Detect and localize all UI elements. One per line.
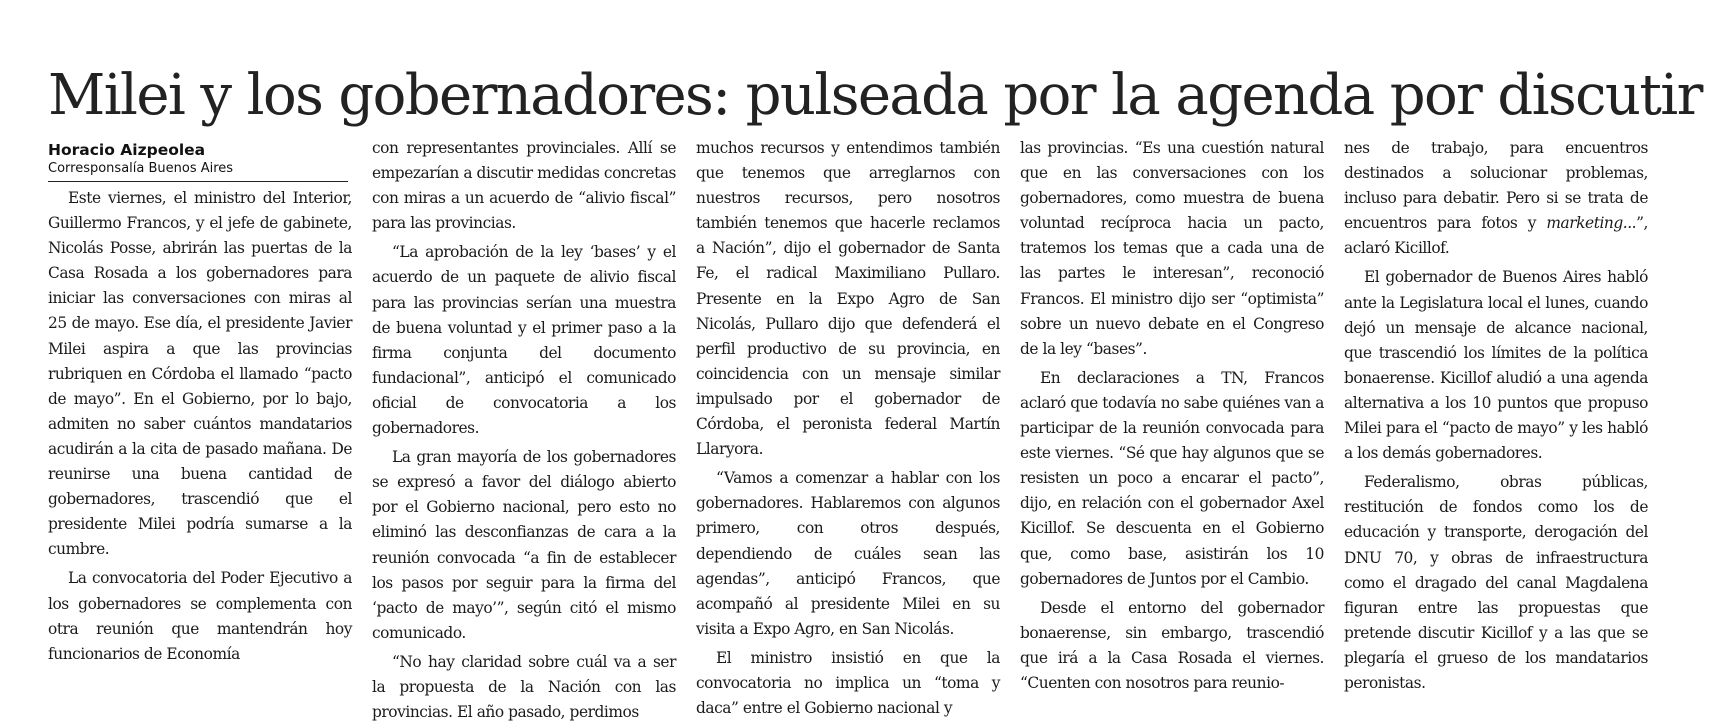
- author-name: Horacio Aizpeolea: [48, 141, 206, 159]
- paragraph-text: ”, aclaró Kicillof.: [1344, 214, 1648, 258]
- paragraph: [1344, 136, 1648, 261]
- paragraph: “No hay claridad sobre cuál va a ser la propuesta de la Nación con las provincias. El año pasado, perdimos: [372, 652, 676, 722]
- paragraph-text: nes de trabajo, para encuentros destinados a solucionar problemas, incluso para debatir. Pero si se trata de encuentros para fotos y: [1344, 139, 1648, 233]
- article-column-2: [372, 136, 676, 725]
- article-column-4: [1020, 136, 1324, 696]
- paragraph: El ministro insistió en que la convocatoria no implica un “toma y daca” entre el Gobierno nacional y: [696, 648, 1000, 718]
- paragraph: El gobernador de Buenos Aires habló ante la Legislatura local el lunes, cuando dejó un mensaje de alcance nacional, que trascendió los límites de la política bonaerense. Kicillof aludió a una agenda alternativa a los 10 puntos que propuso Milei para el “pacto de mayo” y les habló a los demás gobernadores.: [1344, 268, 1648, 463]
- paragraph: La gran mayoría de los gobernadores se expresó a favor del diálogo abierto por el Gobierno nacional, pero esto no eliminó las desconfianzas de cara a la reunión convocada “a fin de establecer los pasos por seguir para la firma del ‘pacto de mayo’”, según citó el mismo comunicado.: [372, 448, 676, 642]
- paragraph: Este viernes, el ministro del Interior, Guillermo Francos, y el jefe de gabinete, Nicolás Posse, abrirán las puertas de la Casa Rosada a los gobernadores para iniciar las conversaciones con miras al 25 de mayo. Ese día, el presidente Javier Milei aspira a que las provincias rubriquen en Córdoba el llamado “pacto de mayo”. En el Gobierno, por lo bajo, admiten no saber cuántos mandatarios acudirán a la cita de pasado mañana. De reunirse una buena cantidad de gobernadores, trascendió que el presidente Milei podría sumarse a la cumbre.: [48, 189, 352, 559]
- paragraph: Desde el entorno del gobernador bonaerense, sin embargo, trascendió que irá a la Casa Rosada el viernes. “Cuenten con nosotros para reunio-: [1020, 598, 1324, 692]
- paragraph-italic-text: marketing...: [1546, 214, 1637, 233]
- paragraph: “La aprobación de la ley ‘bases’ y el acuerdo de un paquete de alivio fiscal para las provincias serían una muestra de buena voluntad y el primer paso a la firma conjunta del documento fundacional”, anticipó el comunicado oficial de convocatoria a los gobernadores.: [372, 243, 676, 438]
- paragraph: con representantes provinciales. Allí se empezarían a discutir medidas concretas con miras a un acuerdo de “alivio fiscal” para las provincias.: [372, 139, 676, 233]
- article-column-3: [696, 136, 1000, 721]
- paragraph: muchos recursos y entendimos también que tenemos que arreglarnos con nuestros recursos, pero nosotros también tenemos que hacerle reclamos a Nación”, dijo el gobernador de Santa Fe, el radical Maximiliano Pullaro. Presente en la Expo Agro de San Nicolás, Pullaro dijo que defenderá el perfil productivo de su provincia, en coincidencia con un mensaje similar impulsado por el gobernador de Córdoba, el peronista federal Martín Llaryora.: [696, 139, 1000, 459]
- paragraph: “Vamos a comenzar a hablar con los gobernadores. Hablaremos con algunos primero, con otros después, dependiendo de cuáles sean las agendas”, anticipó Francos, que acompañó al presidente Milei en su visita a Expo Agro, en San Nicolás.: [696, 469, 1000, 638]
- article-column-1: [48, 186, 352, 667]
- byline: [48, 140, 348, 182]
- paragraph: Federalismo, obras públicas, restitución de fondos como los de educación y transporte, derogación del DNU 70, y obras de infraestructura como el dragado del canal Magdalena figuran entre las propuestas que pretende discutir Kicillof y a las que se plegaría el grueso de los mandatarios peronistas.: [1344, 473, 1648, 692]
- author-role: Corresponsalía Buenos Aires: [48, 160, 348, 182]
- paragraph: En declaraciones a TN, Francos aclaró que todavía no sabe quiénes van a participar de la reunión convocada para este viernes. “Sé que hay algunos que se resisten un poco a encarar el pacto”, dijo, en relación con el gobernador Axel Kicillof. Se descuenta en el Gobierno que, como base, asistirán los 10 gobernadores de Juntos por el Cambio.: [1020, 368, 1324, 588]
- paragraph: las provincias. “Es una cuestión natural que en las conversaciones con los gobernadores, como muestra de buena voluntad recíproca hacia un pacto, tratemos los temas que a cada una de las partes le interesan”, reconoció Francos. El ministro dijo ser “optimista” sobre un nuevo debate en el Congreso de la ley “bases”.: [1020, 139, 1324, 358]
- article-column-5: [1344, 136, 1648, 696]
- paragraph: La convocatoria del Poder Ejecutivo a los gobernadores se complementa con otra reunión que mantendrán hoy funcionarios de Economía: [48, 569, 352, 663]
- headline: Milei y los gobernadores: pulseada por la agenda por discutir: [48, 62, 1702, 128]
